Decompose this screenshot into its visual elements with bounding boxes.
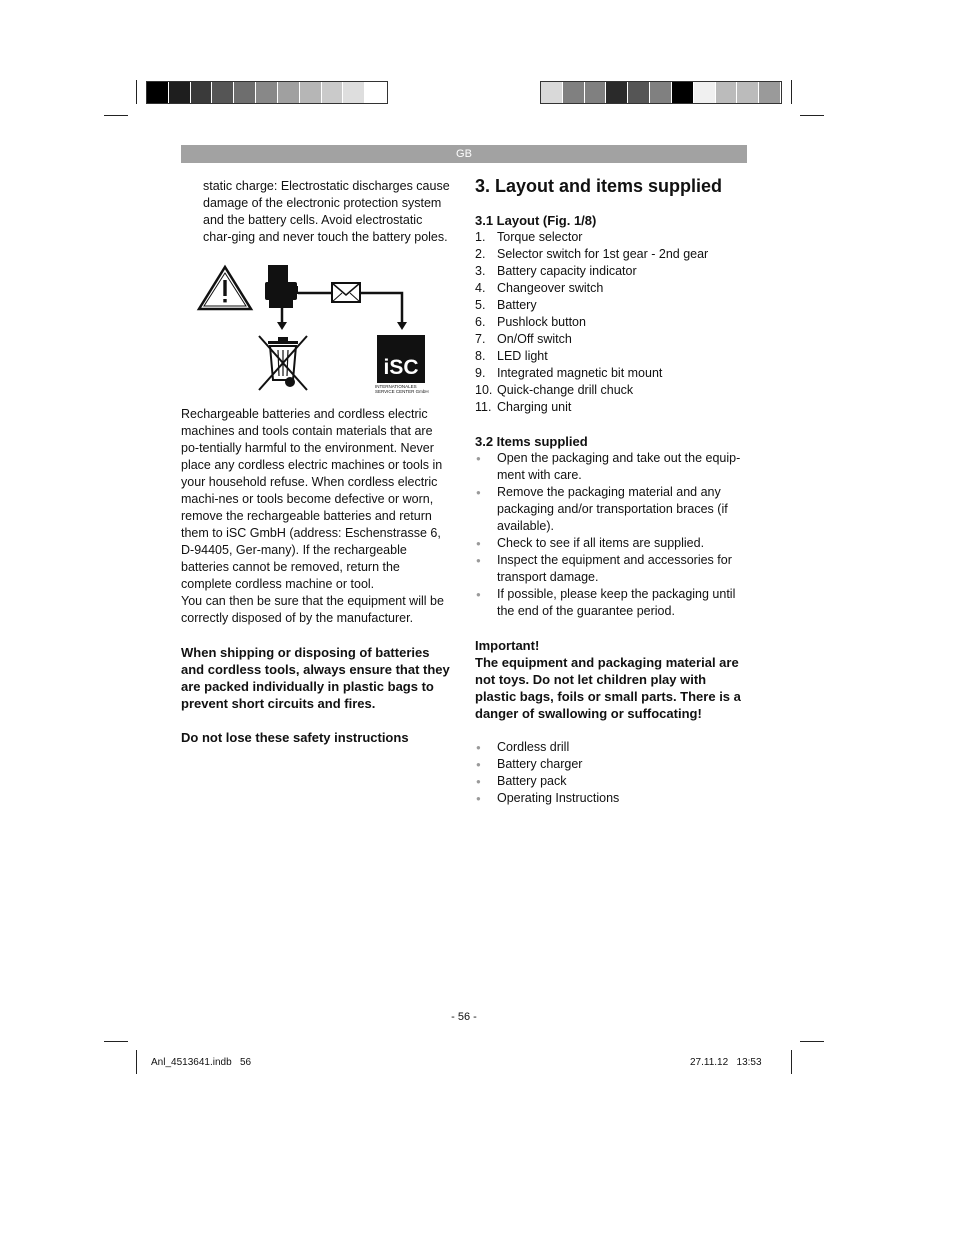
- shipping-warning: When shipping or disposing of batteries and cordless tools, always ensure that they are packed individually in plastic bags to prevent short circuits and fires.: [181, 645, 450, 711]
- items-steps-list: [475, 450, 750, 620]
- layout-item-label: Battery capacity indicator: [497, 264, 637, 278]
- crop-mark: [800, 115, 824, 116]
- layout-item: [475, 399, 750, 416]
- layout-item-label: Pushlock button: [497, 315, 586, 329]
- calibration-swatch: [343, 82, 365, 103]
- layout-item-number: 1.: [475, 230, 486, 244]
- calibration-bar-right: [540, 81, 782, 104]
- layout-item-number: 10.: [475, 383, 493, 397]
- items-step: ● Inspect the equipment and accessories for transport damage.: [475, 552, 750, 586]
- layout-item-number: 11.: [475, 400, 492, 414]
- important-text: The equipment and packaging material are not toys. Do not let children play with plastic bags, foils or small parts. There is a danger of swallowing or suffocating!: [475, 655, 741, 721]
- layout-item: [475, 348, 750, 365]
- calibration-swatch: [759, 82, 781, 103]
- items-step: ● If possible, please keep the packaging until the end of the guarantee period.: [475, 586, 750, 620]
- layout-item: [475, 246, 750, 263]
- crop-mark: [104, 1041, 128, 1042]
- layout-item-number: 5.: [475, 298, 486, 312]
- items-title: 3.2 Items supplied: [475, 434, 588, 449]
- crop-mark: [136, 1050, 137, 1074]
- items-step: ● Open the packaging and take out the equip-ment with care.: [475, 450, 750, 484]
- items-step: ● Remove the packaging material and any packaging and/or transportation braces (if available).: [475, 484, 750, 535]
- calibration-swatch: [300, 82, 322, 103]
- layout-item: [475, 280, 750, 297]
- crop-mark: [791, 80, 792, 104]
- layout-title: 3.1 Layout (Fig. 1/8): [475, 213, 597, 228]
- calibration-swatch: [234, 82, 256, 103]
- layout-item-number: 8.: [475, 349, 486, 363]
- calibration-swatch: [563, 82, 585, 103]
- disposal-section: [181, 406, 453, 746]
- footer-datetime: 27.11.12 13:53: [690, 1057, 762, 1068]
- layout-list: [475, 229, 750, 416]
- calibration-swatch: [628, 82, 650, 103]
- layout-item-number: 6.: [475, 315, 486, 329]
- layout-item-number: 7.: [475, 332, 486, 346]
- layout-item-label: Battery: [497, 298, 537, 312]
- warning-icon: [199, 267, 251, 309]
- layout-item-label: Quick-change drill chuck: [497, 383, 634, 397]
- calibration-bar-left: [146, 81, 388, 104]
- assurance-paragraph: You can then be sure that the equipment will be correctly disposed of by the manufacturer.: [181, 594, 444, 625]
- calibration-swatch: [541, 82, 563, 103]
- disposal-diagram: [195, 262, 435, 397]
- intro-text: static charge: Electrostatic discharges cause damage of the electronic protection system and the battery cells. Avoid electrostatic char-ging and never touch the battery poles.: [203, 179, 450, 244]
- layout-item-label: Integrated magnetic bit mount: [497, 366, 663, 380]
- layout-item-label: On/Off switch: [497, 332, 572, 346]
- layout-item-number: 3.: [475, 264, 486, 278]
- layout-item-label: Selector switch for 1st gear - 2nd gear: [497, 247, 709, 261]
- isc-logo: [375, 335, 431, 397]
- calibration-swatch: [365, 82, 387, 103]
- supplied-item: ● Cordless drill: [475, 739, 750, 756]
- envelope-icon: [332, 283, 360, 302]
- crossed-bin-icon: [259, 336, 307, 390]
- calibration-swatch: [191, 82, 213, 103]
- layout-item-number: 4.: [475, 281, 486, 295]
- layout-item: [475, 382, 750, 399]
- page-number: - 56 -: [451, 1011, 477, 1023]
- intro-paragraph: [203, 178, 453, 246]
- layout-item: [475, 297, 750, 314]
- layout-item: [475, 314, 750, 331]
- items-step: ● Check to see if all items are supplied.: [475, 535, 750, 552]
- calibration-swatch: [716, 82, 738, 103]
- calibration-swatch: [278, 82, 300, 103]
- section-title: 3. Layout and items supplied: [475, 176, 723, 196]
- supplied-item: ● Battery pack: [475, 773, 750, 790]
- layout-item: [475, 229, 750, 246]
- layout-item-label: Charging unit: [497, 400, 572, 414]
- calibration-swatch: [322, 82, 344, 103]
- footer-file: Anl_4513641.indb 56: [151, 1057, 252, 1068]
- layout-item: [475, 365, 750, 382]
- disposal-paragraph: Rechargeable batteries and cordless electric machines and tools contain materials that are po-tentially harmful to the environment. Never place any cordless electric machines or tools in your household refuse. When cordless electric machi-nes or tools become defective or worn, remove the rechargeable batteries and return them to iSC GmbH (address: Eschenstrasse 6, D-94405, Ger-many). If the rechargeable batteries cannot be removed, return the complete cordless machine or tool.: [181, 407, 443, 591]
- calibration-swatch: [212, 82, 234, 103]
- important-label: Important!: [475, 638, 540, 653]
- battery-icon: [265, 265, 298, 308]
- calibration-swatch: [737, 82, 759, 103]
- layout-item-label: LED light: [497, 349, 548, 363]
- supplied-item: ● Operating Instructions: [475, 790, 750, 807]
- calibration-swatch: [169, 82, 191, 103]
- crop-mark: [800, 1041, 824, 1042]
- right-column: [475, 175, 750, 807]
- isc-logo-text: iSC: [383, 356, 419, 379]
- calibration-swatch: [672, 82, 694, 103]
- calibration-swatch: [147, 82, 169, 103]
- calibration-swatch: [606, 82, 628, 103]
- layout-item-number: 9.: [475, 366, 486, 380]
- crop-mark: [136, 80, 137, 104]
- layout-item: [475, 331, 750, 348]
- layout-item-number: 2.: [475, 247, 486, 261]
- supplied-item: ● Battery charger: [475, 756, 750, 773]
- crop-mark: [791, 1050, 792, 1074]
- calibration-swatch: [650, 82, 672, 103]
- calibration-swatch: [694, 82, 716, 103]
- language-band: GB: [181, 145, 747, 163]
- layout-item: [475, 263, 750, 280]
- calibration-swatch: [256, 82, 278, 103]
- supplied-items-list: [475, 739, 750, 807]
- calibration-swatch: [585, 82, 607, 103]
- layout-item-label: Torque selector: [497, 230, 583, 244]
- layout-item-label: Changeover switch: [497, 281, 604, 295]
- keep-instructions: Do not lose these safety instructions: [181, 730, 409, 745]
- crop-mark: [104, 115, 128, 116]
- isc-logo-subtext: INTERNATIONALES SERVICE CENTER GmbH: [375, 384, 429, 394]
